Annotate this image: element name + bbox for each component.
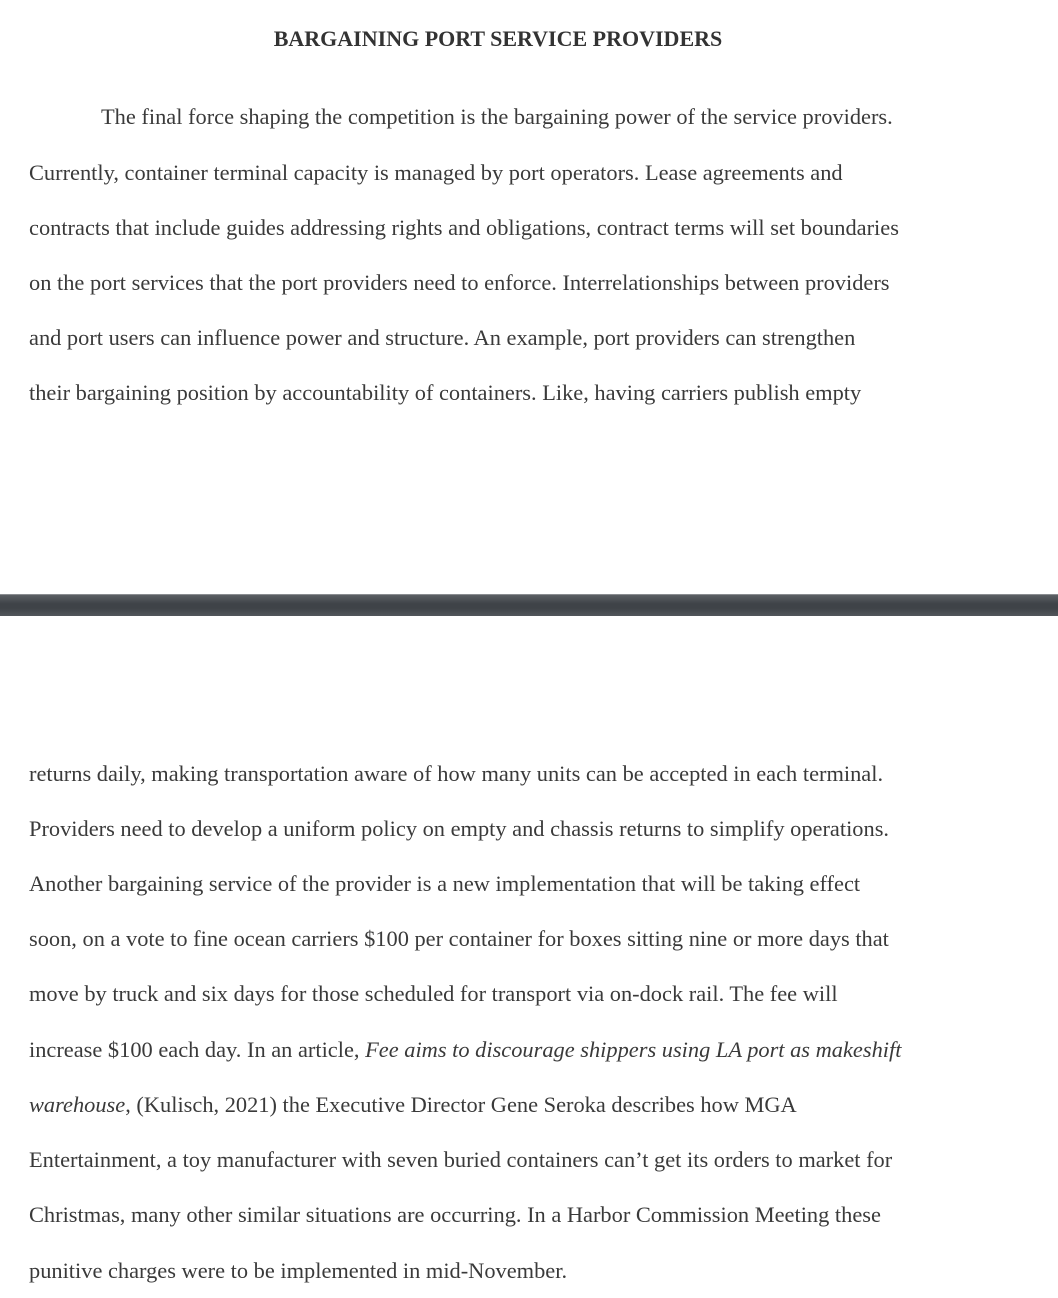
paragraph-line: Entertainment, a toy manufacturer with seven buried containers can’t get its orders to market for bbox=[29, 1147, 893, 1172]
paragraph-line: on the port services that the port providers need to enforce. Interrelationships between providers bbox=[29, 270, 890, 295]
paragraph-line: The final force shaping the competition is the bargaining power of the service providers. bbox=[101, 104, 893, 129]
paragraph-line: move by truck and six days for those scheduled for transport via on-dock rail. The fee will bbox=[29, 981, 838, 1006]
document-page-1 bbox=[0, 0, 1058, 594]
article-title-continued: warehouse bbox=[29, 1092, 126, 1117]
page-break-divider bbox=[0, 594, 1058, 617]
paragraph-line: soon, on a vote to fine ocean carriers $100 per container for boxes sitting nine or more days that bbox=[29, 926, 889, 951]
line-text: increase $100 each day. In an article, bbox=[29, 1037, 366, 1062]
paragraph-line: Providers need to develop a uniform policy on empty and chassis returns to simplify operations. bbox=[29, 816, 890, 841]
article-title: Fee aims to discourage shippers using LA port as makeshift bbox=[365, 1037, 902, 1062]
paragraph-line: Christmas, many other similar situations are occurring. In a Harbor Commission Meeting these bbox=[29, 1202, 881, 1227]
line-text: , (Kulisch, 2021) the Executive Director Gene Seroka describes how MGA bbox=[125, 1092, 797, 1117]
paragraph-line: their bargaining position by accountability of containers. Like, having carriers publish empty bbox=[29, 380, 862, 405]
section-heading: BARGAINING PORT SERVICE PROVIDERS bbox=[273, 26, 723, 51]
paragraph-line: returns daily, making transportation aware of how many units can be accepted in each terminal. bbox=[29, 761, 884, 786]
paragraph-line: punitive charges were to be implemented in mid-November. bbox=[29, 1258, 568, 1283]
paragraph-line: contracts that include guides addressing rights and obligations, contract terms will set boundaries bbox=[29, 215, 899, 240]
paragraph-line bbox=[29, 1090, 797, 1120]
document-page-2 bbox=[0, 616, 1058, 1298]
paragraph-line: Currently, container terminal capacity is managed by port operators. Lease agreements and bbox=[29, 160, 843, 185]
paragraph-line: and port users can influence power and structure. An example, port providers can strengthen bbox=[29, 325, 856, 350]
paragraph-line bbox=[29, 1035, 901, 1065]
paragraph-line: Another bargaining service of the provider is a new implementation that will be taking effect bbox=[29, 871, 861, 896]
